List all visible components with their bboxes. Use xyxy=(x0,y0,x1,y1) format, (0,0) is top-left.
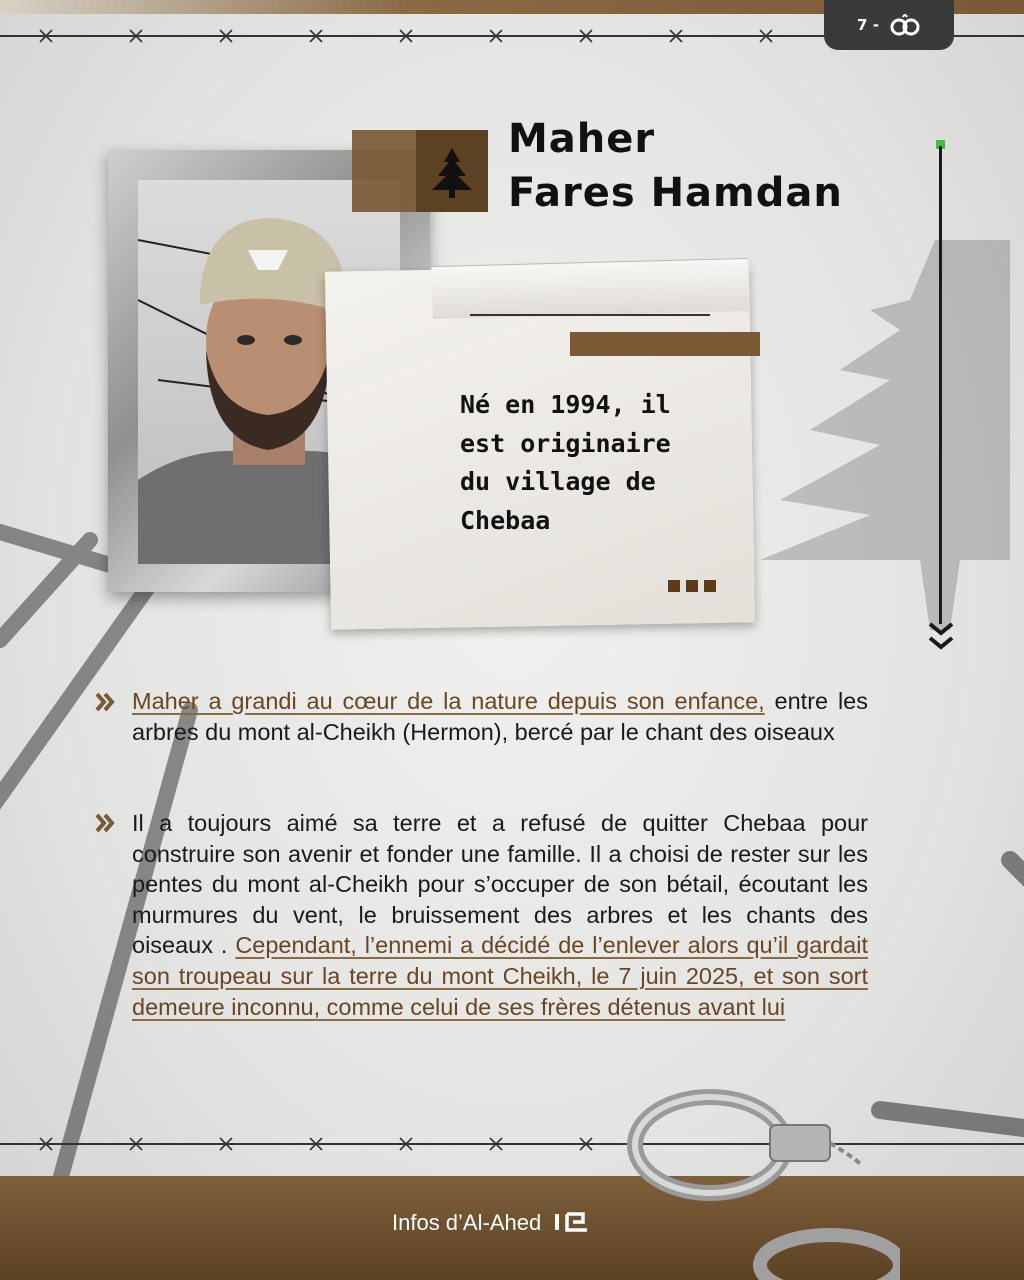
bio-line: Né en 1994, il xyxy=(460,390,671,419)
timeline-line xyxy=(939,146,942,624)
bio-card-dots xyxy=(668,580,716,592)
cedar-shadow-decoration xyxy=(760,230,1010,630)
bio-line: est originaire xyxy=(460,428,671,458)
chevron-down-icon xyxy=(928,620,954,654)
page-number: 7 - xyxy=(857,16,879,34)
bio-text xyxy=(460,386,740,540)
paragraph-abduction xyxy=(132,808,868,1022)
al-ahed-logo-icon xyxy=(553,1211,593,1233)
footer-brand xyxy=(392,1210,593,1236)
cedar-badge xyxy=(416,130,488,212)
paragraph-highlight: Maher a grandi au cœur de la nature depuis son enfance, xyxy=(132,688,765,714)
bullet-chevron-icon xyxy=(94,691,116,713)
bio-card-rule xyxy=(470,314,710,316)
paragraph-text: entre les arbres du mont al-Cheikh (Hermon), bercé par le chant des oiseaux xyxy=(132,688,868,745)
bullet-chevron-icon xyxy=(94,812,116,834)
bio-line: Chebaa xyxy=(460,505,551,535)
cedar-tree-icon xyxy=(416,130,488,212)
bio-card-fold xyxy=(431,258,748,319)
paragraph-text: Il a toujours aimé sa terre et a refusé de quitter Chebaa pour construire son avenir et fonder une famille. Il a choisi de rester sur les pentes du mont al-Cheikh pour s’occuper de son bétail, écoutant les murmures du vent, le bruissement des arbres et les chants des oiseaux . xyxy=(132,810,868,959)
paragraph-highlight: Cependant, l’ennemi a décidé de l’enlever alors qu’il gardait son troupeau sur la terre du mont Cheikh, le 7 juin 2025, et son sort demeure inconnu, comme celui de ses frères détenus avant lui xyxy=(132,932,868,1020)
name-first: Maher xyxy=(508,116,656,162)
paragraph-childhood xyxy=(132,686,868,747)
footer-brand-text: Infos d’Al-Ahed xyxy=(392,1210,542,1235)
name-last: Fares Hamdan xyxy=(508,170,843,216)
handcuffs-icon xyxy=(889,12,921,38)
bio-line: du village de xyxy=(460,467,656,496)
bio-card-accent-bar xyxy=(570,332,760,356)
handcuffs-decoration xyxy=(600,1085,900,1280)
page-badge xyxy=(824,0,954,50)
